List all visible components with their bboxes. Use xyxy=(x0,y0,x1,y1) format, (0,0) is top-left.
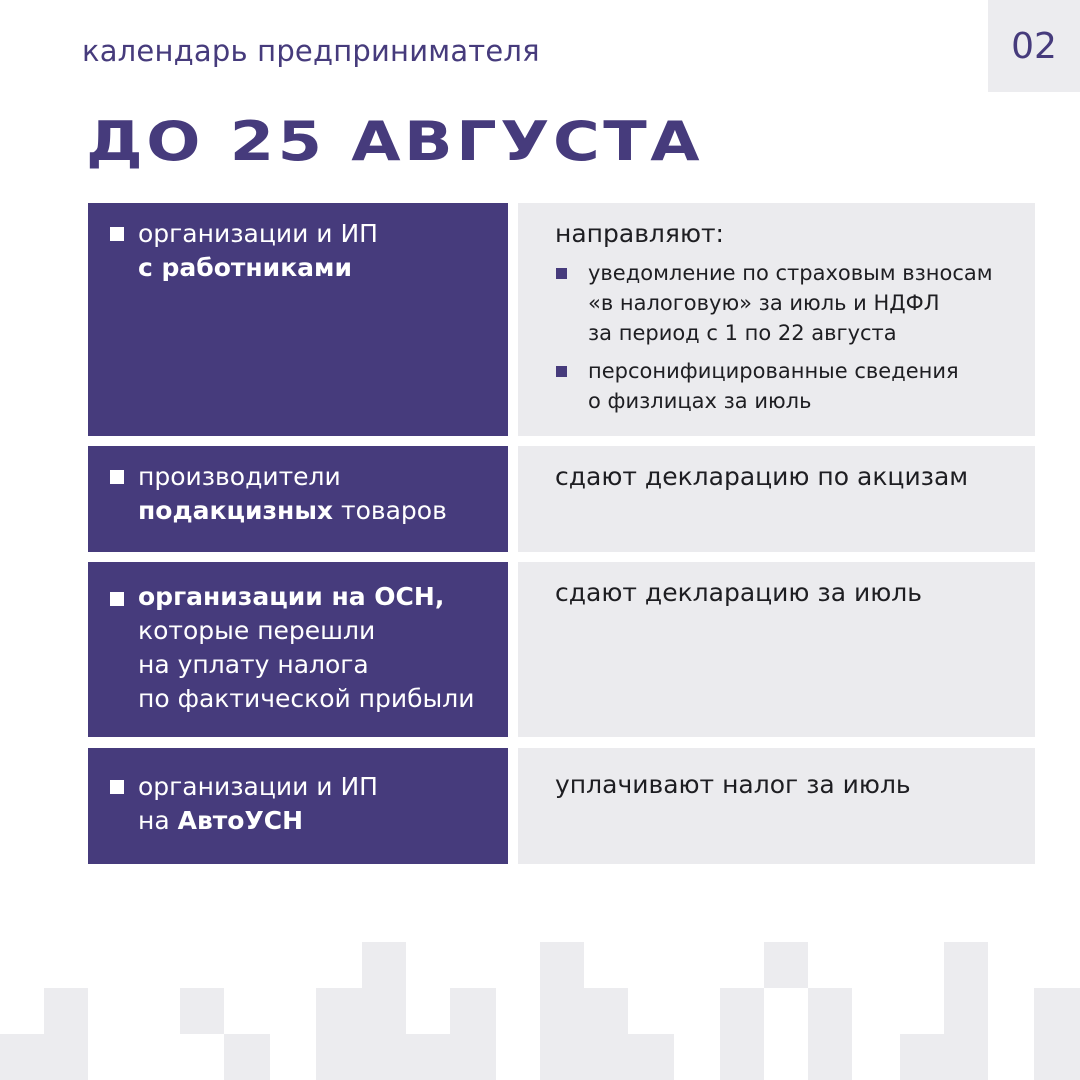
page-number-badge xyxy=(988,0,1080,92)
deadline-row xyxy=(88,446,1035,552)
obligation-label: уплачивают налог за июль xyxy=(555,770,911,799)
page-number: 02 xyxy=(1011,25,1057,67)
deadline-row xyxy=(88,562,1035,737)
obligation-cell xyxy=(518,446,1035,552)
square-bullet-icon xyxy=(110,227,124,241)
taxpayer-label: производители подакцизных товаров xyxy=(138,462,447,525)
obligation-label: сдают декларацию за июль xyxy=(555,578,922,607)
taxpayer-label: организации и ИП с работниками xyxy=(138,219,378,282)
taxpayer-label: организации и ИП на АвтоУСН xyxy=(138,772,378,835)
obligation-cell xyxy=(518,203,1035,436)
obligation-label: сдают декларацию по акцизам xyxy=(555,462,969,491)
list-item: персонифицированные сведения о физлицах за июль xyxy=(588,359,959,413)
taxpayer-cell xyxy=(88,748,508,864)
obligation-cell xyxy=(518,748,1035,864)
subtitle: календарь предпринимателя xyxy=(82,34,540,68)
deadline-row xyxy=(88,203,1035,436)
square-bullet-icon xyxy=(556,268,567,279)
taxpayer-cell xyxy=(88,446,508,552)
obligation-cell xyxy=(518,562,1035,737)
deadline-row xyxy=(88,748,1035,864)
taxpayer-cell xyxy=(88,203,508,436)
page-title: ДО 25 АВГУСТА xyxy=(86,110,704,173)
obligation-label: направляют: xyxy=(555,219,724,248)
taxpayer-cell xyxy=(88,562,508,737)
square-bullet-icon xyxy=(110,592,124,606)
square-bullet-icon xyxy=(110,470,124,484)
taxpayer-label: организации на ОСН, которые перешли на уплату налога по фактической прибыли xyxy=(138,582,475,713)
list-item: уведомление по страховым взносам «в налоговую» за июль и НДФЛ за период с 1 по 22 августа xyxy=(588,261,993,345)
square-bullet-icon xyxy=(556,366,567,377)
square-bullet-icon xyxy=(110,780,124,794)
